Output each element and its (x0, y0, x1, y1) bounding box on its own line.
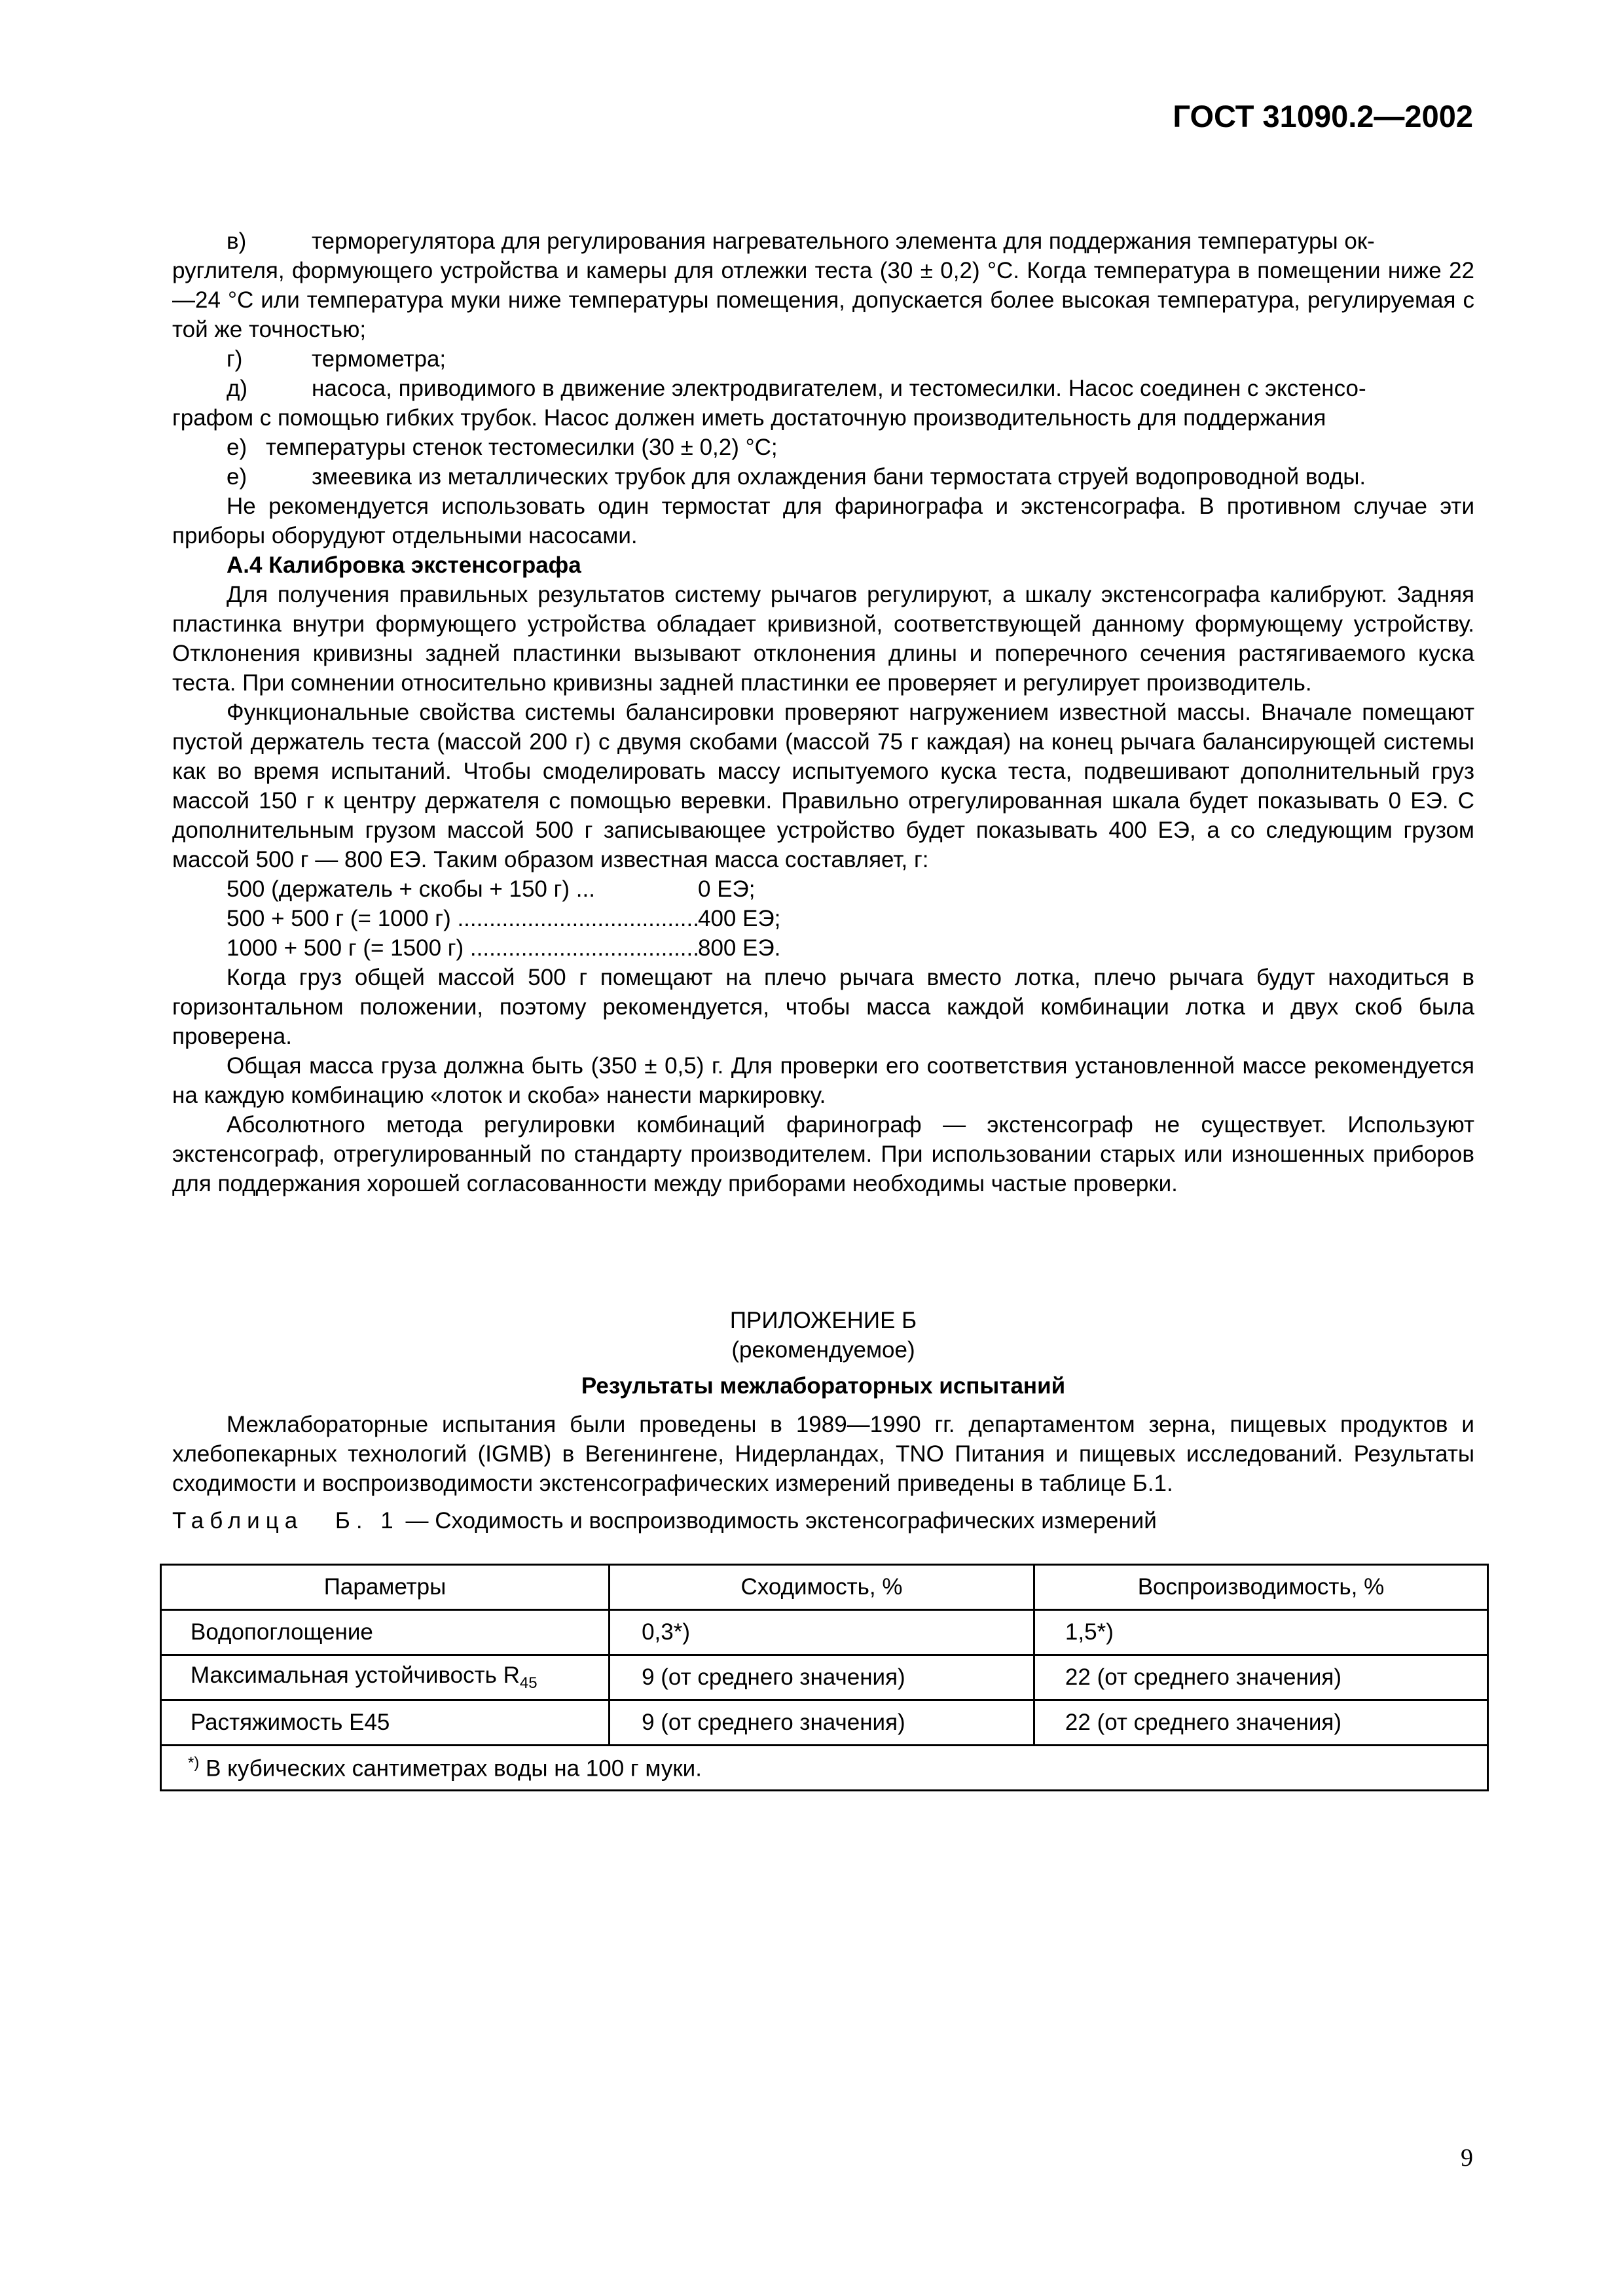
appendix-title: ПРИЛОЖЕНИЕ Б (729, 1308, 917, 1333)
paragraph: Функциональные свойства системы балансировки проверяют нагружением известной массы. Вначале помещают пустой держатель теста (массой 200 г) с двумя скобами (массой 75 г каждая) на конец рычага балансирующей системы как во время испытаний. Чтобы смоделировать массу испытуемого куска теста, подвешивают дополнительный груз массой 150 г к центру держателя с помощью веревки. Правильно отрегулированная шкала будет показывать 0 ЕЭ. С дополнительным грузом массой 500 г записывающее устройство будет показывать 400 ЕЭ, а со следующим грузом массой 500 г — 800 ЕЭ. Таким образом известная масса составляет, г: (172, 700, 1474, 872)
appendix-b (172, 1306, 1474, 1535)
list-text: терморегулятора для регулирования нагревательного элемента для поддержания температуры ок- (312, 228, 1375, 254)
mass-value: 800 ЕЭ. (698, 935, 781, 961)
table-header-cell: Параметры (161, 1565, 610, 1610)
list-item (172, 344, 1474, 374)
footnote-mark: *) (188, 1753, 200, 1772)
body-text (172, 226, 1474, 1198)
table-header-cell: Воспроизводимость, % (1034, 1565, 1487, 1610)
list-continuation: руглителя, формующего устройства и камеры для отлежки теста (30 ± 0,2) °С. Когда температура в помещении ниже 22—24 °С или температура муки ниже температуры помещения, допускается более высокая температура, регулируемая с той же точностью; (172, 258, 1474, 342)
list-text: термометра; (312, 346, 447, 372)
paragraph: Для получения правильных результатов систему рычагов регулируют, а шкалу экстенсографа калибруют. Задняя пластинка внутри формующего устройства обладает кривизной, соответствующей данному формующему устройству. Отклонения кривизны задней пластинки вызывают отклонения длины и поперечного сечения растягиваемого куска теста. При сомнении относительно кривизны задней пластинки ее проверяет и регулирует производитель. (172, 582, 1474, 696)
appendix-subtitle: (рекомендуемое) (731, 1337, 915, 1363)
mass-row (172, 933, 1474, 963)
table-caption-text: — Сходимость и воспроизводимость экстенсографических измерений (405, 1508, 1157, 1534)
paragraph: Абсолютного метода регулировки комбинаций фаринограф — экстенсограф не существует. Используют экстенсограф, отрегулированный по стандарту производителем. При использовании старых или изношенных приборов для поддержания хорошей согласованности между приборами необходимы частые проверки. (172, 1112, 1474, 1196)
appendix-text: Межлабораторные испытания были проведены в 1989—1990 гг. департаментом зерна, пищевых продуктов и хлебопекарных технологий (IGMB) в Вегенингене, Нидерландах, TNO Питания и пищевых исследований. Результаты сходимости и воспроизводимости экстенсографических измерений приведены в таблице Б.1. (172, 1412, 1474, 1496)
mass-label: 500 + 500 г (= 1000 г) ..... (227, 904, 698, 933)
table-row (161, 1700, 1488, 1746)
list-marker: в) (227, 228, 247, 254)
footnote-text: В кубических сантиметрах воды на 100 г муки. (206, 1755, 702, 1782)
list-marker: е) (227, 435, 247, 460)
table-caption (172, 1506, 1474, 1535)
paragraph: Когда груз общей массой 500 г помещают на плечо рычага вместо лотка, плечо рычага будут находиться в горизонтальном положении, поэтому рекомендуется, чтобы масса каждой комбинации лотка и двух скоб была проверена. (172, 965, 1474, 1049)
list-item (172, 374, 1474, 403)
paragraph: Общая масса груза должна быть (350 ± 0,5) г. Для проверки его соответствия установленной массе рекомендуется на каждую комбинацию «лоток и скоба» нанести маркировку. (172, 1053, 1474, 1108)
table-cell: 0,3*) (610, 1610, 1034, 1655)
table-footnote (161, 1746, 1488, 1791)
table-cell: 9 (от среднего значения) (610, 1700, 1034, 1746)
table-cell: 9 (от среднего значения) (610, 1655, 1034, 1700)
mass-label: 1000 + 500 г (= 1500 г) ..... (227, 933, 698, 963)
table-cell: 1,5*) (1034, 1610, 1487, 1655)
mass-value: 400 ЕЭ; (698, 906, 781, 931)
table-label: Таблица (172, 1508, 304, 1534)
document-header: ГОСТ 31090.2—2002 (1173, 99, 1473, 134)
list-marker: д) (227, 376, 248, 401)
results-table (160, 1564, 1489, 1791)
mass-value: 0 ЕЭ; (698, 876, 756, 902)
list-continuation: графом с помощью гибких трубок. Насос должен иметь достаточную производительность для поддержания (172, 405, 1326, 431)
table-footnote-row (161, 1746, 1488, 1791)
table-cell: 22 (от среднего значения) (1034, 1655, 1487, 1700)
table-row (161, 1610, 1488, 1655)
table-row (161, 1655, 1488, 1700)
mass-row (172, 874, 1474, 904)
list-item (172, 433, 1474, 462)
list-marker: г) (227, 346, 243, 372)
table-number: Б. 1 (335, 1508, 399, 1534)
mass-label: 500 (держатель + скобы + 150 г) ... (227, 876, 595, 902)
table-header-cell: Сходимость, % (610, 1565, 1034, 1610)
section-heading: А.4 Калибровка экстенсографа (227, 552, 581, 578)
table-cell: 22 (от среднего значения) (1034, 1700, 1487, 1746)
list-text: насоса, приводимого в движение электродвигателем, и тестомесилки. Насос соединен с экстенсо- (312, 376, 1366, 401)
page-number: 9 (1461, 2144, 1473, 2172)
param-name: Максимальная устойчивость R (191, 1662, 520, 1688)
list-text: змеевика из металлических трубок для охлаждения бани термостата струей водопроводной воды. (312, 464, 1366, 490)
table-cell: Растяжимость Е45 (161, 1700, 610, 1746)
list-item (172, 462, 1474, 492)
table-cell: Водопоглощение (161, 1610, 610, 1655)
appendix-heading: Результаты межлабораторных испытаний (581, 1373, 1066, 1399)
list-marker: е) (227, 464, 247, 490)
list-item (172, 226, 1474, 256)
table-header-row (161, 1565, 1488, 1610)
table-cell (161, 1655, 610, 1700)
list-text: температуры стенок тестомесилки (30 ± 0,2) °С; (266, 435, 778, 460)
mass-row (172, 904, 1474, 933)
param-subscript: 45 (519, 1674, 538, 1692)
paragraph: Не рекомендуется использовать один термостат для фаринографа и экстенсографа. В противном случае эти приборы оборудуют отдельными насосами. (172, 493, 1474, 548)
